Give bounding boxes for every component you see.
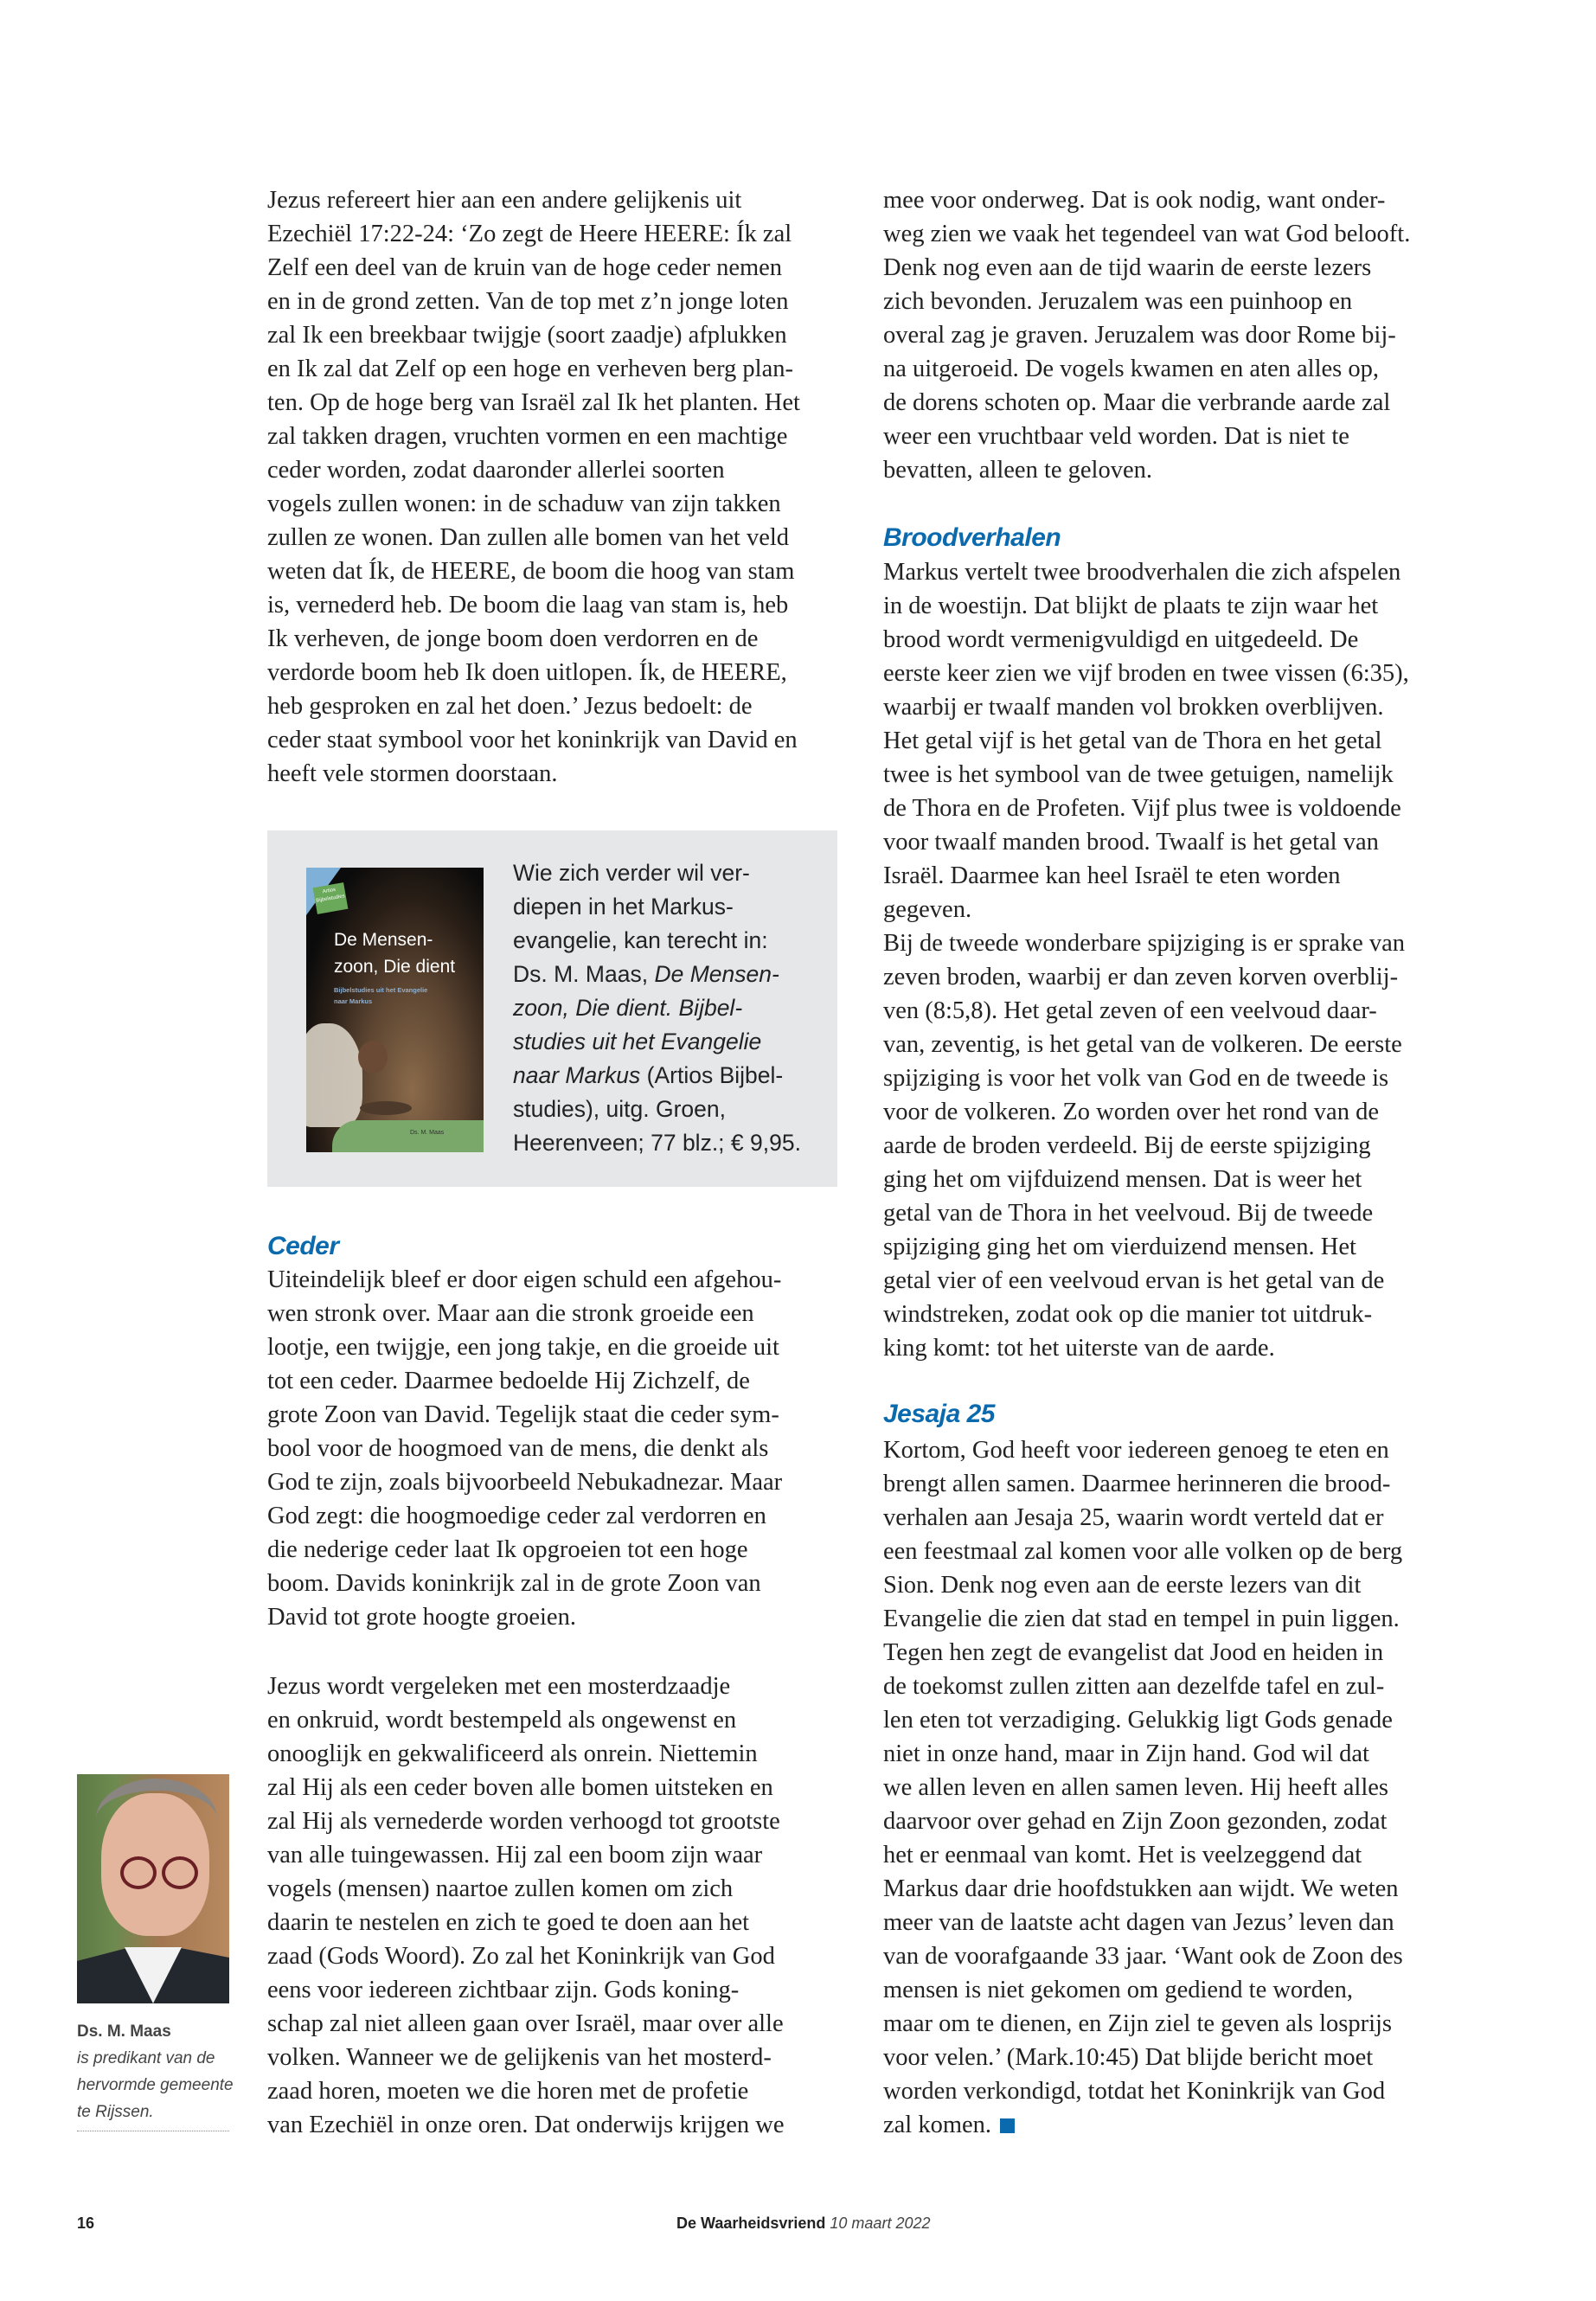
cover-subtitle-1: Bijbelstudies uit het Evangelie bbox=[334, 986, 428, 994]
text-line-content: voor de volkeren. Zo worden over het rond van de bbox=[883, 1099, 1379, 1125]
text-line-content: Israël. Daarmee kan heel Israël te eten worden bbox=[883, 862, 1341, 889]
text-line-content: David tot grote hoogte groeien. bbox=[267, 1604, 576, 1631]
text-line-content: zeven broden, waarbij er dan zeven korven overblij- bbox=[883, 964, 1399, 990]
book-recommendation-text bbox=[513, 856, 801, 1160]
text-line bbox=[267, 1465, 782, 1499]
text-line bbox=[883, 1973, 1403, 2007]
text-line-content: worden verkondigd, totdat het Koninkrijk van God bbox=[883, 2078, 1386, 2105]
cover-title-1: De Mensen- bbox=[334, 930, 433, 950]
text-line-content: vogels (mensen) naartoe zullen komen om zich bbox=[267, 1875, 734, 1902]
footer-publication bbox=[676, 2214, 930, 2233]
text-line bbox=[883, 960, 1409, 994]
page-number: 16 bbox=[77, 2214, 95, 2232]
publication-name: De Waarheidsvriend bbox=[676, 2214, 826, 2232]
text-line bbox=[267, 2007, 784, 2041]
text-line-content: van Ezechiël in onze oren. Dat onderwijs krijgen we bbox=[267, 2112, 785, 2138]
text-line bbox=[267, 1297, 782, 1330]
text-line bbox=[267, 1906, 784, 1939]
text-line-content: verdorde boom heb Ik doen uitlopen. Ík, de HEERE, bbox=[267, 659, 787, 686]
text-line bbox=[267, 1499, 782, 1533]
text-line bbox=[267, 1737, 784, 1771]
text-line bbox=[883, 690, 1409, 724]
series-logo: Artios Bijbelstudies bbox=[313, 882, 349, 914]
box-text: (Artios Bijbel- bbox=[640, 1062, 784, 1088]
text-line bbox=[267, 183, 800, 217]
text-line bbox=[883, 1095, 1409, 1129]
text-line bbox=[883, 859, 1409, 893]
text-line bbox=[267, 1804, 784, 1838]
text-line-content: we allen leven en allen samen leven. Hij heeft alles bbox=[883, 1774, 1388, 1801]
text-line bbox=[883, 589, 1409, 623]
text-line-content: len eten tot verzadiging. Gelukkig ligt Gods genade bbox=[883, 1707, 1393, 1734]
text-line-content: zal komen. bbox=[883, 2112, 992, 2138]
text-line-content: getal vier of een veelvoud ervan is het getal van de bbox=[883, 1267, 1385, 1294]
text-line bbox=[267, 554, 800, 588]
text-line-content: grote Zoon van David. Tegelijk staat die ceder sym- bbox=[267, 1401, 779, 1428]
text-line-content: schap zal niet alleen gaan over Israël, maar over alle bbox=[267, 2010, 784, 2037]
text-line-content: Jezus refereert hier aan een andere gelijkenis uit bbox=[267, 187, 742, 214]
box-line: Wie zich verder wil ver- bbox=[513, 860, 750, 886]
text-line bbox=[267, 1838, 784, 1872]
text-line-content: Uiteindelijk bleef er door eigen schuld een afgehou- bbox=[267, 1266, 782, 1293]
text-line bbox=[883, 555, 1409, 589]
text-line-content: verhalen aan Jesaja 25, waarin wordt verteld dat er bbox=[883, 1504, 1384, 1531]
text-line bbox=[883, 2041, 1403, 2074]
text-line bbox=[883, 1433, 1403, 1467]
text-line bbox=[267, 2108, 784, 2142]
text-line bbox=[267, 588, 800, 622]
box-line: Heerenveen; 77 blz.; € 9,95. bbox=[513, 1130, 801, 1156]
text-line-content: Het getal vijf is het getal van de Thora en het getal bbox=[883, 727, 1382, 754]
text-line-content: getal van de Thora in het veelvoud. Bij de tweede bbox=[883, 1200, 1374, 1227]
book-cover-image bbox=[306, 868, 484, 1152]
intro-paragraph-right bbox=[883, 183, 1410, 487]
text-line-content: meer van de laatste acht dagen van Jezus’ leven dan bbox=[883, 1909, 1394, 1936]
text-line-content: eens voor iedereen zichtbaar zijn. Gods koning- bbox=[267, 1977, 740, 2003]
text-line-content: ceder worden, zodat daaronder allerlei soorten bbox=[267, 457, 725, 484]
text-line bbox=[267, 1330, 782, 1364]
text-line-content: Bij de tweede wonderbare spijziging is er sprake van bbox=[883, 930, 1406, 957]
box-line: studies uit het Evangelie bbox=[513, 1029, 762, 1054]
box-line: evangelie, kan terecht in: bbox=[513, 927, 768, 953]
text-line-content: zich bevonden. Jeruzalem was een puinhoop en bbox=[883, 288, 1353, 315]
text-line bbox=[267, 1771, 784, 1804]
text-line bbox=[883, 758, 1409, 792]
text-line-content: Sion. Denk nog even aan de eerste lezers van dit bbox=[883, 1572, 1362, 1599]
text-line bbox=[883, 1804, 1403, 1838]
end-of-article-square-icon bbox=[1000, 2118, 1015, 2133]
text-line-content: zaad (Gods Woord). Zo zal het Koninkrijk van God bbox=[267, 1943, 775, 1970]
text-line bbox=[267, 1567, 782, 1600]
text-line-content: wen stronk over. Maar aan die stronk groeide een bbox=[267, 1300, 754, 1327]
text-line bbox=[267, 1398, 782, 1432]
author-photo bbox=[77, 1774, 229, 2003]
text-line bbox=[883, 1264, 1409, 1298]
text-line bbox=[883, 1196, 1409, 1230]
heading-broodverhalen: Broodverhalen bbox=[883, 523, 1061, 552]
cover-title-2: zoon, Die dient bbox=[334, 957, 456, 977]
text-line bbox=[883, 657, 1409, 690]
text-line-content: voor twaalf manden brood. Twaalf is het getal van bbox=[883, 829, 1379, 856]
text-line-content: zal Hij als een ceder boven alle bomen uitsteken en bbox=[267, 1774, 773, 1801]
text-line-content: Evangelie die zien dat stad en tempel in puin liggen. bbox=[883, 1606, 1400, 1632]
text-line bbox=[883, 825, 1409, 859]
text-line bbox=[267, 1432, 782, 1465]
text-line-content: volken. Wanneer we de gelijkenis van het mosterd- bbox=[267, 2044, 772, 2071]
text-line bbox=[883, 1568, 1403, 1602]
mosterd-paragraph bbox=[267, 1670, 784, 2142]
text-line-content: boom. Davids koninkrijk zal in de grote Zoon van bbox=[267, 1570, 761, 1597]
text-line-content: tot een ceder. Daarmee bedoelde Hij Zichzelf, de bbox=[267, 1368, 750, 1394]
text-line-content: windstreken, zodat ook op die manier tot uitdruk- bbox=[883, 1301, 1373, 1328]
text-line-content: is, vernederd heb. De boom die laag van stam is, heb bbox=[267, 592, 789, 619]
text-line bbox=[883, 1467, 1403, 1501]
text-line-content: bool voor de hoogmoed van de mens, die denkt als bbox=[267, 1435, 769, 1462]
text-line-content: aarde de broden verdeeld. Bij de eerste spijziging bbox=[883, 1132, 1371, 1159]
box-line: diepen in het Markus- bbox=[513, 894, 734, 920]
text-line-content: brood wordt vermenigvuldigd en uitgedeeld. De bbox=[883, 626, 1359, 653]
text-line-content: gegeven. bbox=[883, 896, 972, 923]
text-line-content: spijziging ging het om vierduizend mensen. Het bbox=[883, 1234, 1356, 1260]
text-line-content: ven (8:5,8). Het getal zeven of een veelvoud daar- bbox=[883, 997, 1377, 1024]
text-line-content: eerste keer zien we vijf broden en twee vissen (6:35), bbox=[883, 660, 1409, 687]
cover-author: Ds. M. Maas bbox=[410, 1130, 445, 1136]
author-bio-line: te Rijssen. bbox=[77, 2103, 154, 2121]
text-line-content: Ezechiël 17:22-24: ‘Zo zegt de Heere HEERE: Ík zal bbox=[267, 221, 792, 247]
text-line-content: in de woestijn. Dat blijkt de plaats te zijn waar het bbox=[883, 593, 1379, 619]
text-line bbox=[883, 386, 1410, 420]
text-line bbox=[883, 926, 1409, 960]
box-line bbox=[513, 1059, 801, 1093]
text-line-content: die nederige ceder laat Ik opgroeien tot een hoge bbox=[267, 1536, 748, 1563]
text-line bbox=[267, 487, 800, 521]
text-line-content: heb gesproken en zal het doen.’ Jezus bedoelt: de bbox=[267, 693, 753, 720]
box-line bbox=[513, 958, 801, 991]
text-line-content: Markus daar drie hoofdstukken aan wijdt. We weten bbox=[883, 1875, 1399, 1902]
text-line bbox=[267, 285, 800, 318]
publication-date: 10 maart 2022 bbox=[830, 2214, 931, 2232]
heading-ceder: Ceder bbox=[267, 1232, 339, 1260]
jesaja-paragraph bbox=[883, 1433, 1403, 2142]
text-line bbox=[883, 1028, 1409, 1061]
text-line bbox=[267, 689, 800, 723]
text-line bbox=[883, 1939, 1403, 1973]
text-line bbox=[267, 1872, 784, 1906]
book-recommendation-box bbox=[267, 830, 837, 1187]
box-text: Ds. M. Maas, bbox=[513, 961, 655, 987]
text-line bbox=[883, 1331, 1409, 1365]
text-line-content: spijziging is voor het volk van God en de tweede is bbox=[883, 1065, 1389, 1092]
text-line bbox=[267, 352, 800, 386]
text-line bbox=[883, 420, 1410, 453]
text-line-content: van, zeventig, is het getal van de volkeren. De eerste bbox=[883, 1031, 1402, 1058]
text-line bbox=[267, 251, 800, 285]
text-line bbox=[267, 1263, 782, 1297]
text-line-content: king komt: tot het uiterste van de aarde. bbox=[883, 1335, 1275, 1362]
text-line bbox=[883, 251, 1410, 285]
text-line bbox=[267, 1364, 782, 1398]
text-line-content: daarin te nestelen en zich te goed te doen aan het bbox=[267, 1909, 750, 1936]
text-line-content: zaad horen, moeten we die horen met de profetie bbox=[267, 2078, 749, 2105]
text-line bbox=[267, 318, 800, 352]
text-line bbox=[883, 1501, 1403, 1535]
text-line bbox=[883, 1230, 1409, 1264]
text-line bbox=[883, 352, 1410, 386]
text-line bbox=[267, 723, 800, 757]
text-line-content: Ik verheven, de jonge boom doen verdorren en de bbox=[267, 625, 759, 652]
text-line bbox=[267, 217, 800, 251]
text-line bbox=[883, 2108, 1403, 2142]
text-line-content: Tegen hen zegt de evangelist dat Jood en heiden in bbox=[883, 1639, 1384, 1666]
text-line bbox=[267, 521, 800, 554]
text-line bbox=[883, 893, 1409, 926]
text-line bbox=[883, 2074, 1403, 2108]
text-line bbox=[883, 1771, 1403, 1804]
text-line bbox=[883, 1602, 1403, 1636]
box-line: zoon, Die dient. Bijbel- bbox=[513, 995, 743, 1021]
text-line-content: Kortom, God heeft voor iedereen genoeg te eten en bbox=[883, 1437, 1389, 1464]
text-line-content: weten dat Ík, de HEERE, de boom die hoog van stam bbox=[267, 558, 795, 585]
text-line-content: vogels zullen wonen: in de schaduw van zijn takken bbox=[267, 490, 781, 517]
brood-paragraph bbox=[883, 555, 1409, 1365]
text-line-content: zal takken dragen, vruchten vormen en een machtige bbox=[267, 423, 788, 450]
text-line-content: mee voor onderweg. Dat is ook nodig, want onder- bbox=[883, 187, 1386, 214]
text-line bbox=[883, 1061, 1409, 1095]
text-line bbox=[267, 1939, 784, 1973]
text-line-content: ceder staat symbool voor het koninkrijk van David en bbox=[267, 727, 798, 753]
text-line-content: de Thora en de Profeten. Vijf plus twee is voldoende bbox=[883, 795, 1401, 822]
text-line-content: een feestmaal zal komen voor alle volken op de berg bbox=[883, 1538, 1403, 1565]
text-line-content: maar om te dienen, en Zijn ziel te geven als losprijs bbox=[883, 2010, 1393, 2037]
text-line-content: Denk nog even aan de tijd waarin de eerste lezers bbox=[883, 254, 1372, 281]
text-line bbox=[883, 1535, 1403, 1568]
text-line-content: bevatten, alleen te geloven. bbox=[883, 457, 1152, 484]
text-line bbox=[267, 2041, 784, 2074]
text-line bbox=[883, 1670, 1403, 1703]
author-name: Ds. M. Maas bbox=[77, 2022, 171, 2041]
text-line bbox=[267, 1703, 784, 1737]
text-line bbox=[267, 656, 800, 689]
text-line bbox=[883, 285, 1410, 318]
text-line bbox=[883, 1703, 1403, 1737]
text-line bbox=[267, 1973, 784, 2007]
text-line bbox=[267, 386, 800, 420]
text-line bbox=[883, 1906, 1403, 1939]
book-title-italic: De Mensen- bbox=[654, 961, 779, 987]
text-line bbox=[883, 792, 1409, 825]
text-line bbox=[267, 757, 800, 791]
text-line bbox=[883, 994, 1409, 1028]
heading-jesaja-25: Jesaja 25 bbox=[883, 1400, 995, 1428]
text-line-content: Jezus wordt vergeleken met een mosterdzaadje bbox=[267, 1673, 731, 1700]
text-line bbox=[883, 724, 1409, 758]
text-line bbox=[883, 217, 1410, 251]
text-line-content: onooglijk en gekwalificeerd als onrein. Niettemin bbox=[267, 1740, 758, 1767]
text-line bbox=[883, 1298, 1409, 1331]
text-line-content: weer een vruchtbaar veld worden. Dat is niet te bbox=[883, 423, 1349, 450]
text-line bbox=[267, 420, 800, 453]
text-line bbox=[883, 453, 1410, 487]
text-line-content: zal Ik een breekbaar twijgje (soort zaadje) afplukken bbox=[267, 322, 787, 349]
text-line-content: brengt allen samen. Daarmee herinneren die brood- bbox=[883, 1471, 1391, 1497]
text-line-content: God zegt: die hoogmoedige ceder zal verdorren en bbox=[267, 1503, 766, 1529]
text-line bbox=[883, 1636, 1403, 1670]
text-line bbox=[267, 1533, 782, 1567]
text-line-content: en onkruid, wordt bestempeld als ongewenst en bbox=[267, 1707, 737, 1734]
text-line bbox=[267, 1670, 784, 1703]
text-line-content: Markus vertelt twee broodverhalen die zich afspelen bbox=[883, 559, 1401, 586]
text-line bbox=[267, 622, 800, 656]
text-line-content: daarvoor over gehad en Zijn Zoon gezonden, zodat bbox=[883, 1808, 1388, 1835]
text-line-content: en in de grond zetten. Van de top met z’n jonge loten bbox=[267, 288, 789, 315]
author-bio-line: hervormde gemeente bbox=[77, 2076, 234, 2094]
text-line-content: twee is het symbool van de twee getuigen, namelijk bbox=[883, 761, 1394, 788]
text-line-content: zal Hij als vernederde worden verhoogd tot grootste bbox=[267, 1808, 780, 1835]
text-line-content: overal zag je graven. Jeruzalem was door Rome bij- bbox=[883, 322, 1396, 349]
text-line-content: niet in onze hand, maar in Zijn hand. God wil dat bbox=[883, 1740, 1369, 1767]
text-line-content: lootje, een twijgje, een jong takje, en die groeide uit bbox=[267, 1334, 779, 1361]
right-column bbox=[883, 0, 1463, 2163]
text-line-content: de dorens schoten op. Maar die verbrande aarde zal bbox=[883, 389, 1391, 416]
text-line-content: mensen is niet gekomen om gediend te worden, bbox=[883, 1977, 1353, 2003]
text-line-content: het er eenmaal van komt. Het is veelzeggend dat bbox=[883, 1842, 1362, 1868]
text-line-content: van de voorafgaande 33 jaar. ‘Want ook de Zoon des bbox=[883, 1943, 1403, 1970]
author-bio-line: is predikant van de bbox=[77, 2049, 215, 2067]
text-line-content: heeft vele stormen doorstaan. bbox=[267, 760, 558, 787]
text-line bbox=[883, 1737, 1403, 1771]
text-line-content: ten. Op de hoge berg van Israël zal Ik het planten. Het bbox=[267, 389, 800, 416]
cover-subtitle-2: naar Markus bbox=[334, 997, 373, 1005]
text-line-content: voor velen.’ (Mark.10:45) Dat blijde bericht moet bbox=[883, 2044, 1374, 2071]
text-line bbox=[883, 318, 1410, 352]
text-line-content: de toekomst zullen zitten aan dezelfde tafel en zul- bbox=[883, 1673, 1385, 1700]
text-line-content: van alle tuingewassen. Hij zal een boom zijn waar bbox=[267, 1842, 763, 1868]
book-title-italic: naar Markus bbox=[513, 1062, 641, 1088]
text-line bbox=[883, 1838, 1403, 1872]
text-line bbox=[267, 453, 800, 487]
text-line bbox=[883, 183, 1410, 217]
intro-paragraph bbox=[267, 183, 800, 791]
text-line bbox=[883, 1872, 1403, 1906]
text-line-content: na uitgeroeid. De vogels kwamen en aten alles op, bbox=[883, 356, 1379, 382]
text-line-content: weg zien we vaak het tegendeel van wat God belooft. bbox=[883, 221, 1411, 247]
text-line bbox=[883, 1163, 1409, 1196]
text-line-content: ging het om vijfduizend mensen. Dat is weer het bbox=[883, 1166, 1362, 1193]
text-line-content: zullen ze wonen. Dan zullen alle bomen van het veld bbox=[267, 524, 790, 551]
text-line-content: Zelf een deel van de kruin van de hoge ceder nemen bbox=[267, 254, 783, 281]
text-line bbox=[267, 1600, 782, 1634]
ceder-paragraph bbox=[267, 1263, 782, 1634]
text-line-content: God te zijn, zoals bijvoorbeeld Nebukadnezar. Maar bbox=[267, 1469, 783, 1496]
text-line bbox=[883, 623, 1409, 657]
text-line-content: en Ik zal dat Zelf op een hoge en verheven berg plan- bbox=[267, 356, 793, 382]
box-line: studies), uitg. Groen, bbox=[513, 1096, 726, 1122]
text-line bbox=[883, 2007, 1403, 2041]
text-line-content: waarbij er twaalf manden vol brokken overblijven. bbox=[883, 694, 1384, 721]
text-line bbox=[267, 2074, 784, 2108]
text-line bbox=[883, 1129, 1409, 1163]
